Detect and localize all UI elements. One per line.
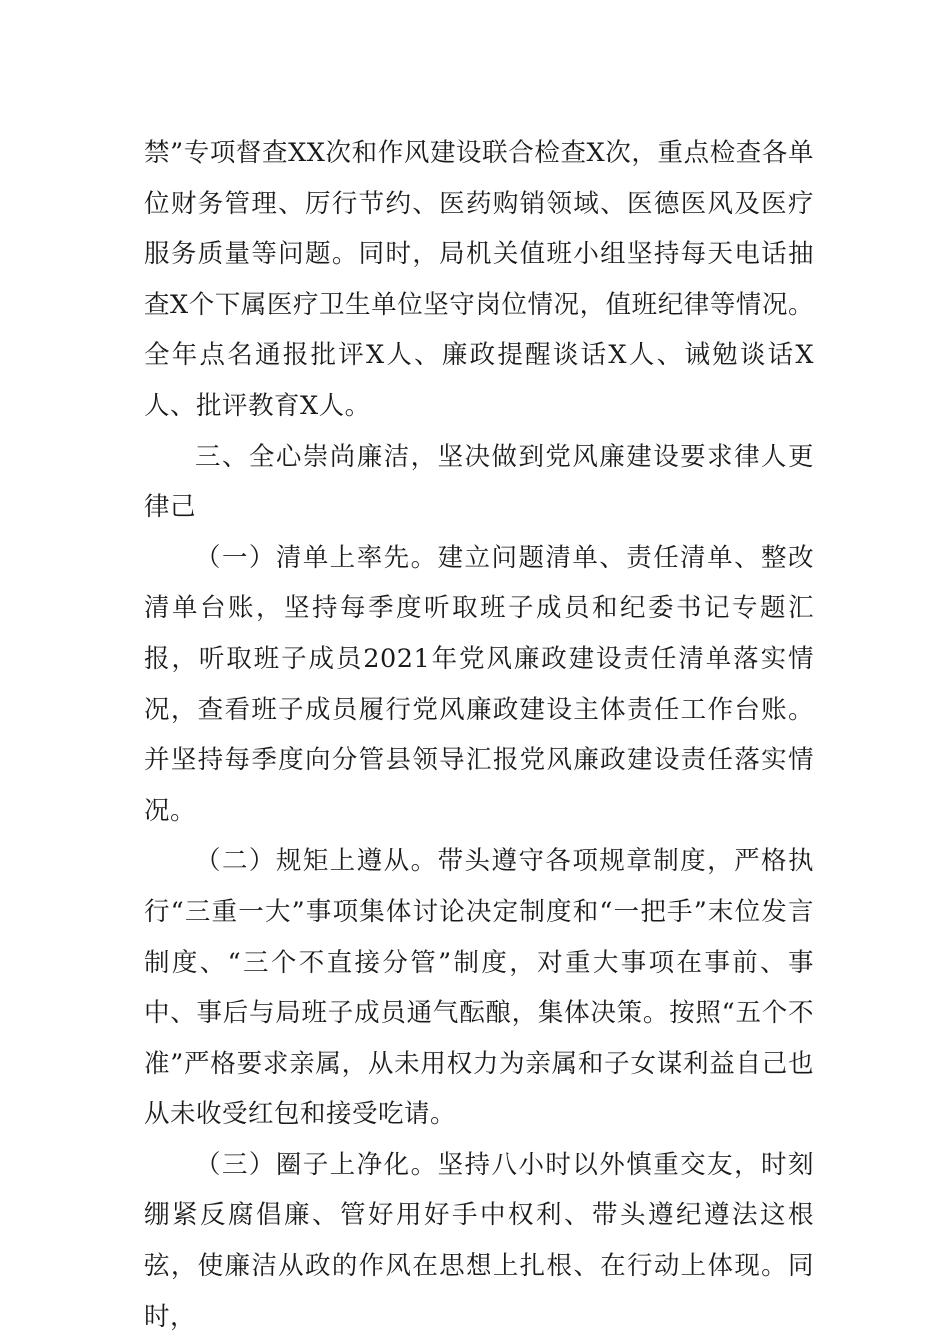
paragraph-rules: （二）规矩上遵从。带头遵守各项规章制度，严格执行“三重一大”事项集体讨论决定制度和“一把手”末位发言制度、“三个不直接分管”制度，对重大事项在事前、事中、事后与局班子成员通气酝酿，集体决策。按照“五个不准”严格要求亲属，从未用权力为亲属和子女谋利益自己也从未收受红包和接受吃请。: [144, 846, 814, 1130]
paragraph-work-summary: 禁”专项督查XX次和作风建设联合检查X次，重点检查各单位财务管理、厉行节约、医药购销领域、医德医风及医疗服务质量等问题。同时，局机关值班小组坚持每天电话抽查X个下属医疗卫生单位坚守岗位情况，值班纪律等情况。全年点名通报批评X人、廉政提醒谈话X人、诫勉谈话X人、批评教育X人。: [144, 138, 814, 421]
section-heading-three: 三、全心崇尚廉洁，坚决做到党风廉建设要求律人更律己: [144, 441, 814, 523]
document-body: [144, 128, 814, 1342]
paragraph-circle: （三）圈子上净化。坚持八小时以外慎重交友，时刻绷紧反腐倡廉、管好用好手中权利、带头遵纪遵法这根弦，使廉洁从政的作风在思想上扎根、在行动上体现。同时，: [144, 1149, 814, 1332]
paragraph-checklist: （一）清单上率先。建立问题清单、责任清单、整改清单台账，坚持每季度听取班子成员和纪委书记专题汇报，听取班子成员2021年党风廉政建设责任清单落实情况，查看班子成员履行党风廉政建设主体责任工作台账。并坚持每季度向分管县领导汇报党风廉政建设责任落实情况。: [144, 542, 814, 826]
